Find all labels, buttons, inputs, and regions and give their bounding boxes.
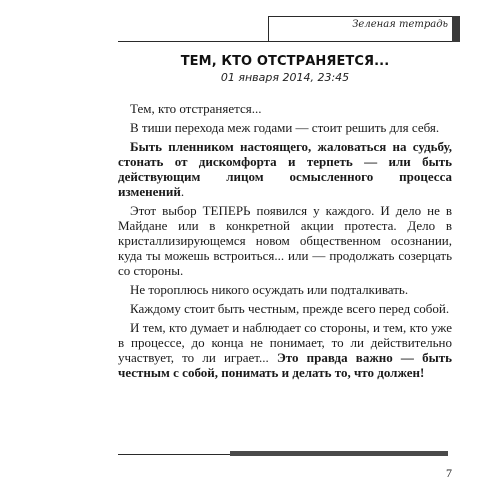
paragraph <box>118 203 452 278</box>
header-tab-shadow <box>452 16 460 42</box>
text-run: . <box>180 184 185 199</box>
article-date: 01 января 2014, 23:45 <box>220 71 350 84</box>
text-run: Каждому стоит быть честным, прежде всего перед собой. <box>130 301 450 316</box>
paragraph <box>118 301 452 316</box>
bold-text-run: Это правда важно — быть честным с собой, понимать и делать то, что должен! <box>118 350 452 380</box>
text-run: Тем, кто отстраняется... <box>130 101 262 116</box>
bold-text-run: Быть пленником настоящего, жаловаться на судьбу, стонать от дискомфорта и терпеть — или быть действующим лицом осмысленного процесса изменений <box>118 139 452 199</box>
text-run: Этот выбор ТЕПЕРЬ появился у каждого. И дело не в Майдане или в конкретной акции протеста. Дело в кристаллизирующемся новом общественном осознании, куда ты можешь встроиться... или — продолжать созерцать со стороны. <box>118 203 452 278</box>
text-run: Не тороплюсь никого осуждать или подталкивать. <box>130 282 409 297</box>
paragraph <box>118 101 452 116</box>
footer-bar <box>230 451 448 456</box>
article-body <box>118 101 452 384</box>
paragraph <box>118 320 452 380</box>
text-run: И тем, кто думает и наблюдает со стороны, и тем, кто уже в процессе, до конца не понимает, то ли действительно участвует, то ли играет... <box>118 320 452 365</box>
header-rule <box>118 41 452 42</box>
page-number: 7 <box>446 466 452 480</box>
text-run: В тиши перехода меж годами — стоит решить для себя. <box>130 120 440 135</box>
running-header-title: Зеленая тетрадь <box>352 19 448 30</box>
paragraph <box>118 139 452 199</box>
article-title: ТЕМ, КТО ОТСТРАНЯЕТСЯ... <box>180 54 390 69</box>
paragraph <box>118 120 452 135</box>
paragraph <box>118 282 452 297</box>
